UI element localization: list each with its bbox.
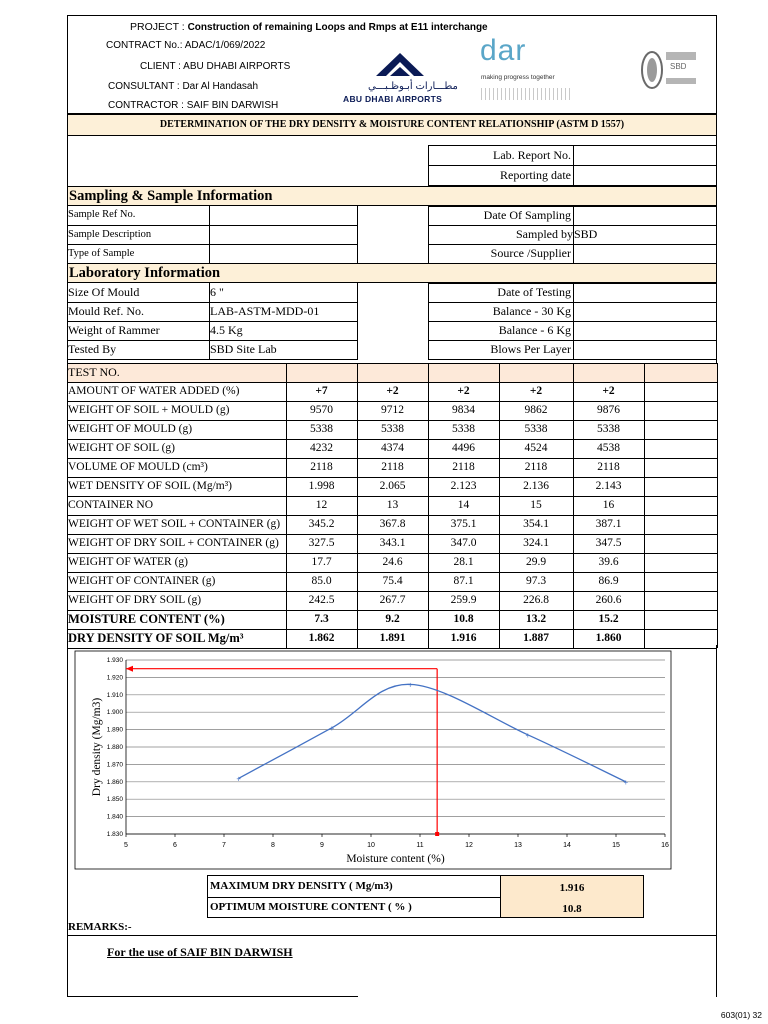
x-tick-label: 5 (124, 842, 128, 849)
test-value-cell: 14 (457, 499, 470, 511)
compaction-curve (239, 684, 626, 781)
test-row-label: MOISTURE CONTENT (%) (68, 612, 225, 626)
sbd-logo (640, 42, 700, 98)
dar-logo-tagline: making progress together (481, 74, 555, 81)
test-value-cell: 2.143 (595, 480, 622, 492)
x-tick-label: 13 (514, 842, 522, 849)
y-tick-label: 1.890 (106, 726, 123, 734)
y-tick-label: 1.930 (106, 657, 123, 664)
test-value-cell: 15 (530, 499, 542, 511)
reporting-date-value (575, 166, 715, 185)
test-value-cell: +7 (315, 385, 328, 397)
test-value-cell: 1.891 (379, 632, 406, 644)
sample-type-label: Type of Sample (68, 248, 135, 259)
test-value-cell: 324.1 (523, 537, 549, 549)
source-supplier-value (574, 244, 714, 263)
report-title: DETERMINATION OF THE DRY DENSITY & MOISTURE CONTENT RELATIONSHIP (ASTM D 1557) (67, 114, 717, 136)
test-value-cell: 28.1 (453, 556, 474, 568)
y-tick-label: 1.920 (106, 674, 123, 682)
y-tick-label: 1.880 (106, 744, 123, 751)
consultant-line (108, 81, 258, 92)
test-value-cell: 5338 (381, 423, 404, 435)
x-tick-label: 8 (271, 842, 275, 849)
test-row-label: WEIGHT OF MOULD (g) (68, 423, 193, 435)
test-value-cell: 4538 (597, 442, 620, 454)
test-value-cell: 259.9 (450, 594, 477, 606)
data-point-marker: + (329, 723, 335, 733)
test-value-cell: 1.887 (523, 632, 549, 644)
consultant-name: Dar Al Handasah (182, 81, 259, 92)
test-no-label: TEST NO. (68, 365, 120, 379)
omc-value: 10.8 (562, 903, 582, 915)
test-row-label: WEIGHT OF SOIL (g) (68, 442, 175, 454)
source-supplier-label: Source /Supplier (490, 246, 571, 260)
test-row-label: WEIGHT OF WET SOIL + CONTAINER (g) (68, 518, 281, 530)
y-tick-label: 1.910 (106, 691, 123, 699)
test-value-cell: 5338 (597, 423, 620, 435)
test-value-cell: 2118 (597, 461, 620, 473)
y-axis-title: Dry density (Mg/m3) (91, 697, 103, 797)
sampled-by-label: Sampled by (516, 227, 573, 241)
test-value-cell: 2118 (524, 461, 548, 473)
test-value-cell: 9876 (597, 404, 620, 416)
test-value-cell: 345.2 (308, 518, 335, 530)
test-row-label: AMOUNT OF WATER ADDED (%) (68, 385, 240, 397)
contractor-line (108, 100, 278, 111)
mould-size-label: Size Of Mould (68, 285, 140, 299)
y-tick-label: 1.840 (106, 813, 123, 821)
mould-ref-value: LAB-ASTM-MDD-01 (210, 304, 320, 318)
sample-ref-label: Sample Ref No. (68, 209, 136, 220)
test-value-cell: 267.7 (379, 594, 406, 606)
mdd-label: MAXIMUM DRY DENSITY ( Mg/m3) (210, 880, 393, 892)
remarks-label: REMARKS:- (68, 921, 132, 933)
test-value-cell: 387.1 (595, 518, 622, 530)
sample-ref-value (211, 206, 356, 225)
airports-logo-english: ABU DHABI AIRPORTS (343, 94, 443, 104)
sample-description-label: Sample Description (68, 229, 152, 240)
test-value-cell: 375.1 (450, 518, 477, 530)
test-value-cell: 4374 (381, 442, 404, 454)
mould-size-value: 6 " (210, 285, 224, 299)
test-value-cell: 347.0 (450, 537, 477, 549)
x-tick-label: 16 (661, 842, 669, 849)
x-tick-label: 12 (465, 842, 473, 849)
test-value-cell: 4524 (524, 442, 548, 454)
blows-per-layer-value (574, 340, 714, 359)
sbd-logo-text: SBD (670, 62, 687, 71)
date-of-testing-value (574, 283, 714, 302)
test-value-cell: +2 (602, 385, 615, 397)
x-tick-label: 7 (222, 842, 226, 849)
mdd-arrowhead (126, 666, 133, 672)
test-value-cell: 343.1 (379, 537, 406, 549)
test-value-cell: 5338 (452, 423, 475, 435)
test-value-cell: 13.2 (525, 613, 547, 625)
contract-number: ADAC/1/069/2022 (184, 40, 266, 51)
lab-report-value (575, 146, 715, 165)
test-value-cell: 75.4 (382, 575, 403, 587)
test-row-label: WEIGHT OF DRY SOIL + CONTAINER (g) (68, 537, 279, 549)
test-value-cell: 2118 (381, 461, 404, 473)
test-value-cell: 12 (315, 499, 328, 511)
blows-per-layer-label: Blows Per Layer (490, 342, 571, 356)
data-point-marker: + (623, 777, 629, 787)
test-value-cell: 327.5 (308, 537, 335, 549)
x-tick-label: 10 (367, 842, 375, 849)
y-tick-label: 1.850 (106, 796, 123, 804)
date-of-sampling-label: Date Of Sampling (483, 208, 571, 222)
test-value-cell: 39.6 (598, 556, 619, 568)
footer-note: For the use of SAIF BIN DARWISH (107, 945, 293, 959)
test-value-cell: 1.998 (308, 480, 335, 492)
test-value-cell: 16 (602, 499, 615, 511)
test-value-cell: +2 (386, 385, 399, 397)
test-value-cell: +2 (529, 385, 543, 397)
test-value-cell: 2.065 (379, 480, 406, 492)
test-value-cell: 9712 (381, 404, 404, 416)
y-tick-label: 1.870 (106, 761, 123, 769)
sample-description-value (211, 226, 356, 245)
test-value-cell: 226.8 (523, 594, 549, 606)
rammer-weight-label: Weight of Rammer (68, 323, 160, 337)
rammer-weight-value: 4.5 Kg (210, 323, 243, 337)
sample-type-value (211, 245, 356, 264)
test-value-cell: 9570 (310, 404, 333, 416)
x-tick-label: 11 (416, 842, 424, 849)
test-value-cell: 1.916 (450, 632, 477, 644)
dar-logo-stripes (481, 88, 571, 100)
client-line (140, 61, 290, 72)
data-point-marker: + (525, 730, 531, 740)
test-value-cell: 4496 (452, 442, 475, 454)
airports-logo-arabic: مطـــارات أبـوظـبـــي (368, 81, 458, 92)
test-value-cell: 10.8 (453, 613, 474, 625)
x-tick-label: 15 (612, 842, 620, 849)
test-value-cell: 4232 (310, 442, 333, 454)
project-name: Construction of remaining Loops and Rmps at E11 interchange (187, 22, 488, 33)
y-tick-label: 1.830 (106, 831, 123, 838)
lab-report-label: Lab. Report No. (493, 148, 571, 162)
project-line (130, 21, 488, 33)
dar-logo-word: dar (480, 34, 527, 67)
test-value-cell: 367.8 (379, 518, 406, 530)
test-value-cell: 13 (386, 499, 399, 511)
test-row-label: WEIGHT OF SOIL + MOULD (g) (68, 404, 230, 416)
omc-marker (435, 832, 439, 836)
test-row-label: WEIGHT OF DRY SOIL (g) (68, 594, 202, 606)
client-name: ABU DHABI AIRPORTS (183, 61, 291, 72)
abu-dhabi-airports-logo (340, 48, 465, 108)
date-of-testing-label: Date of Testing (497, 285, 571, 299)
test-value-cell: 7.3 (314, 613, 329, 625)
client-label: CLIENT : (140, 61, 184, 72)
x-tick-label: 14 (563, 842, 571, 849)
contractor-name: SAIF BIN DARWISH (186, 100, 279, 111)
test-value-cell: 5338 (310, 423, 333, 435)
reporting-date-label: Reporting date (500, 168, 571, 182)
test-value-cell: 15.2 (598, 613, 619, 625)
test-value-cell: 2118 (310, 461, 333, 473)
test-row-label: WEIGHT OF CONTAINER (g) (68, 575, 216, 587)
mdd-value: 1.916 (559, 882, 585, 894)
test-value-cell: 2.136 (523, 480, 549, 492)
data-point-marker: + (236, 774, 242, 784)
dar-logo (480, 34, 580, 108)
project-label: PROJECT : (130, 21, 185, 33)
test-value-cell: 2118 (452, 461, 475, 473)
x-tick-label: 9 (320, 842, 324, 849)
test-value-cell: 85.0 (311, 575, 332, 587)
test-row-label: DRY DENSITY OF SOIL Mg/m³ (68, 631, 244, 645)
balance-6kg-label: Balance - 6 Kg (498, 323, 571, 337)
test-value-cell: 24.6 (382, 556, 403, 568)
contractor-label: CONTRACTOR : (108, 100, 187, 111)
test-value-cell: 97.3 (525, 575, 547, 587)
laboratory-heading: Laboratory Information (67, 263, 717, 283)
test-row-label: CONTAINER NO (68, 499, 154, 511)
sampling-heading: Sampling & Sample Information (67, 186, 717, 206)
test-value-cell: 1.862 (308, 632, 335, 644)
test-row-label: WEIGHT OF WATER (g) (68, 556, 188, 568)
test-value-cell: 87.1 (453, 575, 474, 587)
test-value-cell: 347.5 (595, 537, 622, 549)
test-value-cell: 29.9 (525, 556, 547, 568)
test-value-cell: 260.6 (595, 594, 622, 606)
test-value-cell: 17.7 (311, 556, 332, 568)
balance-6kg-value (574, 321, 714, 340)
test-row-label: WET DENSITY OF SOIL (Mg/m³) (68, 480, 233, 492)
balance-30kg-value (574, 302, 714, 321)
data-point-marker: + (407, 680, 413, 690)
page-code: 603(01) 32 (720, 1010, 762, 1020)
compaction-chart (67, 645, 717, 875)
x-tick-label: 6 (173, 842, 177, 849)
airports-logo-icon (340, 48, 465, 82)
test-value-cell: 9834 (452, 404, 475, 416)
tested-by-label: Tested By (68, 342, 117, 356)
y-tick-label: 1.860 (106, 778, 123, 786)
date-of-sampling-value (574, 206, 714, 225)
test-value-cell: +2 (457, 385, 470, 397)
test-value-cell: 354.1 (523, 518, 549, 530)
mould-ref-label: Mould Ref. No. (68, 304, 144, 318)
y-tick-label: 1.900 (106, 709, 123, 717)
sampled-by-value: SBD (574, 227, 598, 241)
omc-label: OPTIMUM MOISTURE CONTENT ( % ) (210, 901, 412, 913)
test-value-cell: 1.860 (595, 632, 622, 644)
test-value-cell: 5338 (524, 423, 548, 435)
test-value-cell: 242.5 (308, 594, 335, 606)
test-row-label: VOLUME OF MOULD (cm³) (68, 461, 208, 473)
test-value-cell: 9.2 (385, 613, 400, 625)
consultant-label: CONSULTANT : (108, 81, 183, 92)
contract-label: CONTRACT No.: (106, 40, 185, 51)
balance-30kg-label: Balance - 30 Kg (492, 304, 571, 318)
test-value-cell: 86.9 (598, 575, 619, 587)
test-value-cell: 2.123 (450, 480, 477, 492)
x-axis-title: Moisture content (%) (346, 853, 445, 865)
tested-by-value: SBD Site Lab (210, 342, 277, 356)
contract-line (106, 40, 265, 51)
test-value-cell: 9862 (524, 404, 548, 416)
